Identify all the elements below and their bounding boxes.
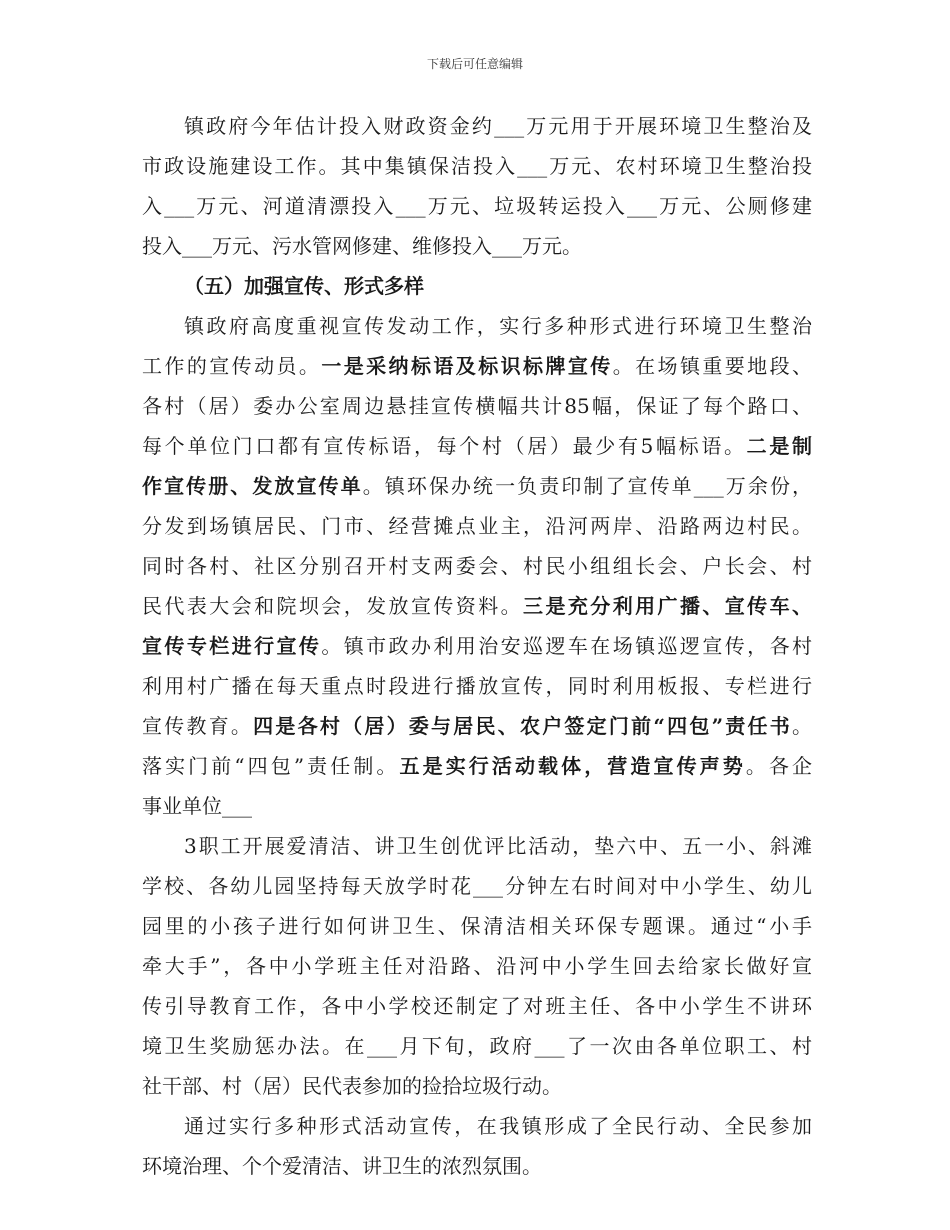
text-segment: 通过实行多种形式活动宣传，在我镇形成了全民行动、全民参加 xyxy=(184,1114,812,1138)
text-segment: 落实门前“四包”责任制。 xyxy=(142,754,400,778)
text-segment: 。镇市政办利用治安巡逻车在场镇巡逻宣传，各村 xyxy=(321,634,812,658)
text-segment: 入___万元、河道清漂投入___万元、垃圾转运投入___万元、公厕修建 xyxy=(142,194,812,218)
text-segment: 3职工开展爱清洁、讲卫生创优评比活动，垫六中、五一小、斜滩 xyxy=(184,834,812,858)
text-segment: 牵大手”，各中小学班主任对沿路、沿河中小学生回去给家长做好宣 xyxy=(142,954,812,978)
text-line xyxy=(142,586,812,626)
bold-phrase: 四是各村（居）委与居民、农户签定门前“四包”责任书 xyxy=(253,714,792,738)
text-segment: 环境治理、个个爱清洁、讲卫生的浓烈氛围。 xyxy=(142,1154,542,1178)
text-line xyxy=(142,306,812,346)
text-segment: 园里的小孩子进行如何讲卫生、保清洁相关环保专题课。通过“小手 xyxy=(142,914,812,938)
text-line xyxy=(142,986,812,1026)
text-segment: 社干部、村（居）民代表参加的捡拾垃圾行动。 xyxy=(142,1074,562,1098)
text-line xyxy=(142,746,812,786)
text-segment: 同时各村、社区分别召开村支两委会、村民小组组长会、户长会、村 xyxy=(142,554,812,578)
bold-phrase: 作宣传册、发放宣传单 xyxy=(142,474,363,498)
bold-phrase: 二是制 xyxy=(746,434,812,458)
text-segment: 镇政府高度重视宣传发动工作，实行多种形式进行环境卫生整治 xyxy=(184,314,812,338)
text-segment: 每个单位门口都有宣传标语，每个村（居）最少有5幅标语。 xyxy=(142,434,747,458)
text-line xyxy=(142,626,812,666)
text-segment: 事业单位___ xyxy=(142,794,252,818)
bold-phrase: （五）加强宣传、形式多样 xyxy=(184,274,424,298)
document-body xyxy=(142,106,812,1186)
text-line xyxy=(142,146,812,186)
text-line xyxy=(142,706,812,746)
text-line xyxy=(142,546,812,586)
text-segment: 。 xyxy=(792,714,812,738)
text-line xyxy=(142,346,812,386)
text-segment: 。镇环保办统一负责印制了宣传单___万余份， xyxy=(362,474,812,498)
text-line xyxy=(142,906,812,946)
text-segment: 分发到场镇居民、门市、经营摊点业主，沿河两岸、沿路两边村民。 xyxy=(142,514,812,538)
text-segment: 工作的宣传动员。 xyxy=(142,354,322,378)
text-segment: 民代表大会和院坝会，发放宣传资料。 xyxy=(142,594,524,618)
page-header: 下载后可任意编辑 xyxy=(426,57,523,71)
text-segment: 。在场镇重要地段、 xyxy=(612,354,812,378)
bold-phrase: 三是充分利用广播、宣传车、 xyxy=(523,594,812,618)
bold-phrase: 五是实行活动载体，营造宣传声势 xyxy=(399,754,746,778)
text-segment: 利用村广播在每天重点时段进行播放宣传，同时利用板报、专栏进行 xyxy=(142,674,812,698)
text-segment: 市政设施建设工作。其中集镇保洁投入___万元、农村环境卫生整治投 xyxy=(142,154,812,178)
text-segment: 境卫生奖励惩办法。在___月下旬，政府___了一次由各单位职工、村 xyxy=(142,1034,812,1058)
text-line xyxy=(142,786,812,826)
text-line xyxy=(142,186,812,226)
text-line xyxy=(142,1066,812,1106)
bold-phrase: 一是采纳标语及标识标牌宣传 xyxy=(321,354,613,378)
text-segment: 镇政府今年估计投入财政资金约___万元用于开展环境卫生整治及 xyxy=(184,114,812,138)
text-line xyxy=(142,826,812,866)
text-line xyxy=(142,666,812,706)
text-line xyxy=(142,1146,812,1186)
text-segment: 宣传教育。 xyxy=(142,714,254,738)
text-segment: 学校、各幼儿园坚持每天放学时花___分钟左右时间对中小学生、幼儿 xyxy=(142,874,812,898)
bold-phrase: 宣传专栏进行宣传 xyxy=(142,634,322,658)
text-line xyxy=(142,946,812,986)
text-line xyxy=(142,506,812,546)
text-line xyxy=(142,1026,812,1066)
text-line xyxy=(142,226,812,266)
text-segment: 各村（居）委办公室周边悬挂宣传横幅共计85幅，保证了每个路口、 xyxy=(142,394,812,418)
section-heading xyxy=(142,266,812,306)
text-segment: 投入___万元、污水管网修建、维修投入___万元。 xyxy=(142,234,582,258)
text-line xyxy=(142,1106,812,1146)
text-line xyxy=(142,386,812,426)
text-segment: 。各企 xyxy=(745,754,812,778)
text-line xyxy=(142,866,812,906)
text-line xyxy=(142,466,812,506)
text-segment: 传引导教育工作，各中小学校还制定了对班主任、各中小学生不讲环 xyxy=(142,994,812,1018)
text-line xyxy=(142,426,812,466)
text-line xyxy=(142,106,812,146)
